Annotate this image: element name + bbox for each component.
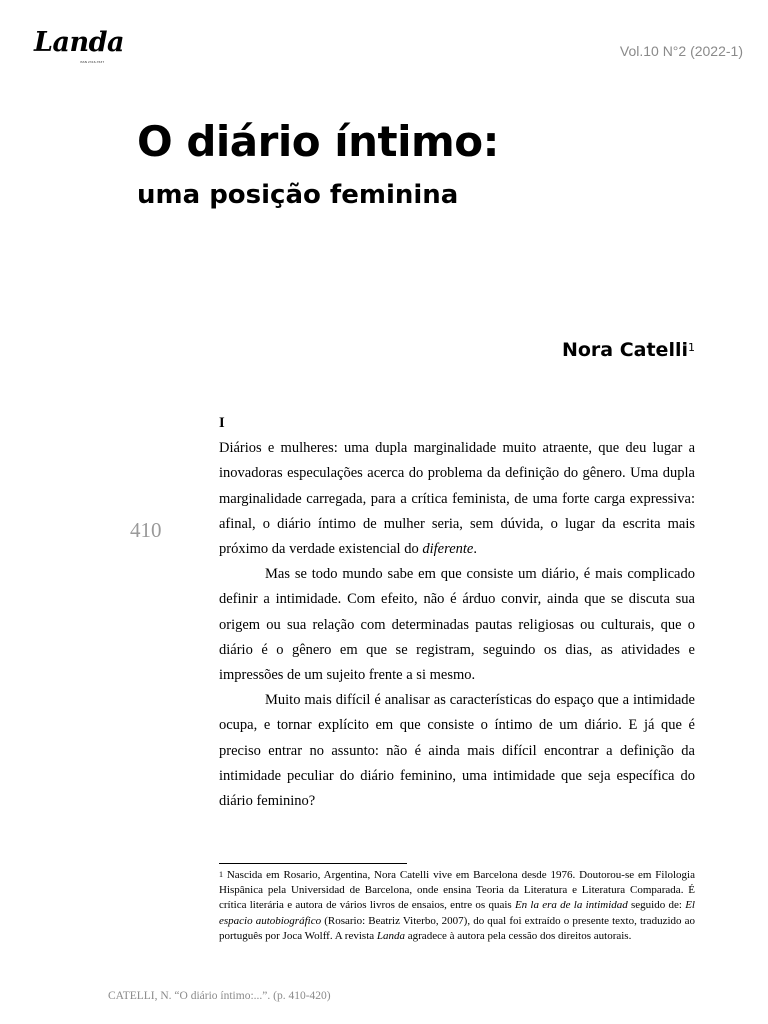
footnote-mark: 1	[219, 870, 223, 879]
footnote-book-2: El espacio autobiográfico	[219, 899, 695, 927]
paragraph-2: Mas se todo mundo sabe em que consiste um diário, é mais complicado definir a intimidade. Com efeito, não é árduo convir, ainda que se discuta sua origem ou sua relação com determinadas pautas religiosas ou culturais, que o diário é o gênero em que se registram, seguindo os dias, as atividades e impressões de um sujeito frente a si mesmo.	[219, 566, 695, 684]
article-body	[219, 411, 695, 814]
paragraph-1-text: Diários e mulheres: uma dupla marginalidade muito atraente, que deu lugar a inovadoras especulações acerca do problema da definição do gênero. Uma dupla marginalidade carregada, para a crítica feminista, de uma forte carga expressiva: afinal, o diário íntimo de mulher seria, sem dúvida, o lugar da escrita mais próximo da verdade existencial do	[219, 440, 695, 558]
paragraph-3: Muito mais difícil é analisar as características do espaço que a intimidade ocupa, e tornar explícito em que consiste o íntimo de um diário. E já que é preciso entrar no assunto: não é ainda mais difícil encontrar a definição da intimidade peculiar do diário feminino, uma intimidade que seja específica do diário feminino?	[219, 692, 695, 810]
footnote	[219, 868, 695, 944]
paragraph-1-emphasis: diferente	[422, 541, 474, 558]
volume-info: Vol.10 N°2 (2022-1)	[619, 43, 743, 59]
page-footer-citation: CATELLI, N. “O diário íntimo:...”. (p. 410-420)	[108, 990, 331, 1002]
paragraph-1	[219, 436, 695, 562]
paragraph-1-end: .	[473, 541, 477, 558]
logo-text: Landa	[34, 27, 124, 58]
section-heading: I	[219, 415, 225, 431]
article-title: O diário íntimo:	[137, 117, 499, 166]
logo-subtext: ISSN 2316-7637	[80, 60, 105, 64]
journal-logo	[34, 27, 124, 70]
footnote-divider	[219, 863, 407, 864]
footnote-text-2: seguido de:	[627, 899, 686, 912]
author-name-text: Nora Catelli	[561, 339, 688, 361]
footnote-book-1: En la era de la intimidad	[514, 899, 628, 912]
footnote-journal: Landa	[376, 929, 406, 942]
footnote-text-1: Nascida em Rosario, Argentina, Nora Catelli vive em Barcelona desde 1976. Doutorou-se em Filologia Hispânica pela Universidad de Barcelona, onde ensina Teoria da Literatura e Literatura Comparada. É crítica literária e autora de vários livros de ensaios, entre os quais	[219, 869, 695, 912]
page-number: 410	[130, 518, 162, 542]
article-subtitle: uma posição feminina	[137, 180, 459, 210]
author-footnote-mark[interactable]: 1	[688, 341, 695, 354]
author-name	[562, 336, 695, 364]
footnote-text-4: agradece à autora pela cessão dos direitos autorais.	[405, 929, 632, 942]
footnote-text-3: (Rosario: Beatriz Viterbo, 2007), do qual foi extraído o presente texto, traduzido ao português por Joca Wolff. A revista	[219, 914, 695, 942]
